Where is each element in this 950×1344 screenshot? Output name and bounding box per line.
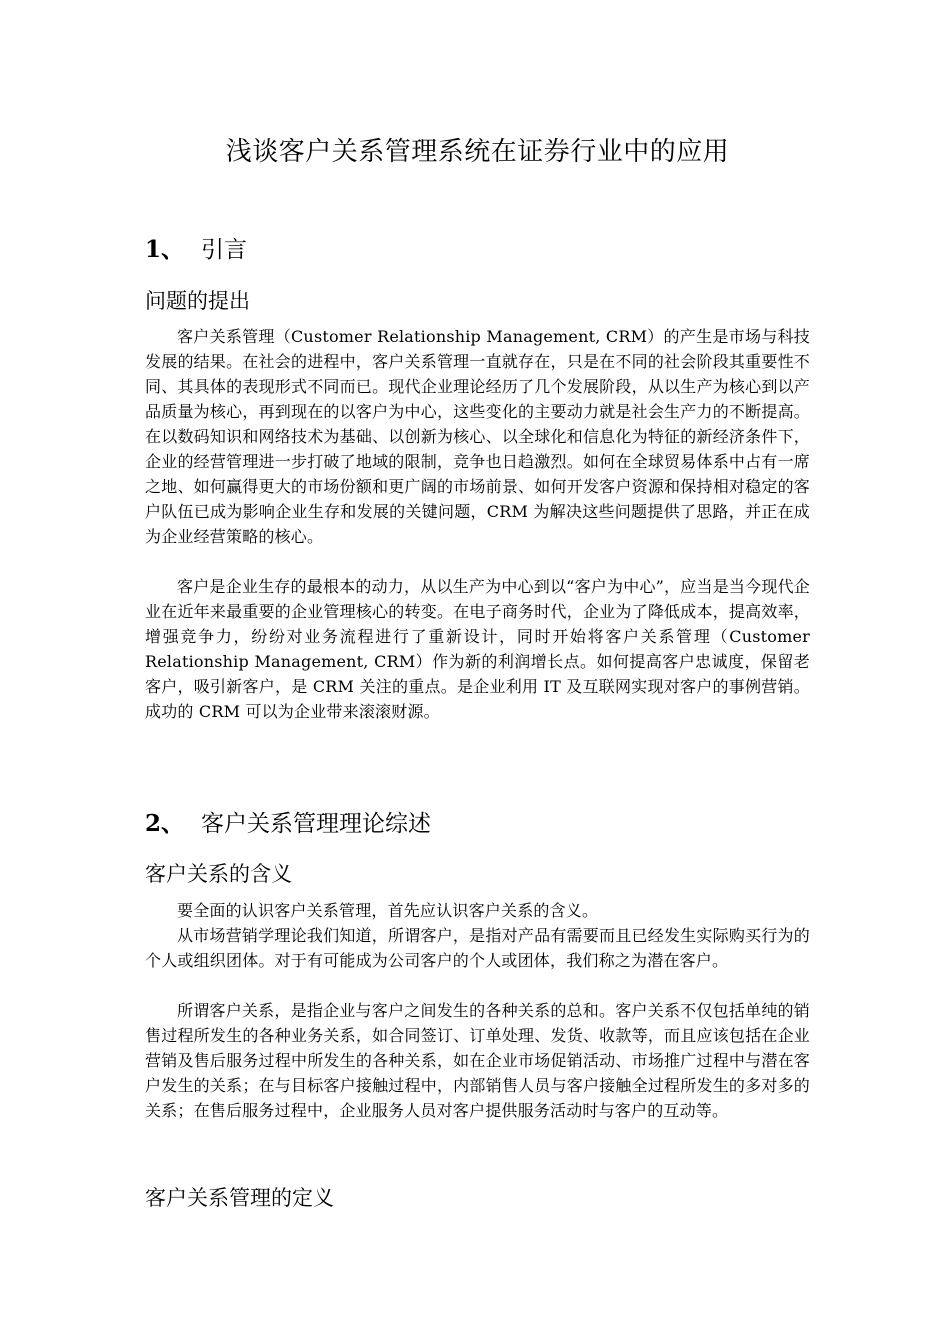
- section-number: 1、: [145, 236, 185, 263]
- subsection-heading-meaning: 客户关系的含义: [145, 862, 292, 886]
- document-title: 浅谈客户关系管理系统在证券行业中的应用: [225, 137, 730, 167]
- paragraph: 从市场营销学理论我们知道，所谓客户，是指对产品有需要而且已经发生实际购买行为的个人或组织团体。对于有可能成为公司客户的个人或团体，我们称之为潜在客户。: [145, 926, 810, 970]
- section-number: 2、: [145, 810, 185, 837]
- paragraph: 要全面的认识客户关系管理，首先应认识客户关系的含义。: [177, 901, 599, 920]
- section-heading-intro: [145, 234, 247, 266]
- paragraph: 客户关系管理（Customer Relationship Management, CRM）的产生是市场与科技发展的结果。在社会的进程中，客户关系管理一直就存在，只是在不同的社会阶段其重要性不同、其具体的表现形式不同而已。现代企业理论经历了几个发展阶段，从以生产为核心到以产品质量为核心，再到现在的以客户为中心，这些变化的主要动力就是社会生产力的不断提高。在以数码知识和网络技术为基础、以创新为核心、以全球化和信息化为特征的新经济条件下，企业的经营管理进一步打破了地域的限制，竞争也日趋激烈。如何在全球贸易体系中占有一席之地、如何赢得更大的市场份额和更广阔的市场前景、如何开发客户资源和保持相对稳定的客户队伍已成为影响企业生存和发展的关键问题，CRM 为解决这些问题提供了思路，并正在成为企业经营策略的核心。: [145, 327, 810, 546]
- section-title: 引言: [201, 237, 247, 263]
- paragraph: 所谓客户关系，是指企业与客户之间发生的各种关系的总和。客户关系不仅包括单纯的销售过程所发生的各种业务关系，如合同签订、订单处理、发货、收款等，而且应该包括在企业营销及售后服务过程中所发生的各种关系，如在企业市场促销活动、市场推广过程中与潜在客户发生的关系；在与目标客户接触过程中，内部销售人员与客户接触全过程所发生的多对多的关系；在售后服务过程中，企业服务人员对客户提供服务活动时与客户的互动等。: [145, 1001, 810, 1120]
- subsection-heading-definition: 客户关系管理的定义: [145, 1186, 334, 1210]
- section-title: 客户关系管理理论综述: [201, 811, 431, 837]
- subsection-heading-problem: 问题的提出: [145, 289, 250, 313]
- section-heading-crm-theory: [145, 808, 431, 840]
- paragraph: 客户是企业生存的最根本的动力，从以生产为中心到以“客户为中心”，应当是当今现代企业在近年来最重要的企业管理核心的转变。在电子商务时代，企业为了降低成本，提高效率，增强竞争力，纷纷对业务流程进行了重新设计，同时开始将客户关系管理（Customer Relationship Management, CRM）作为新的利润增长点。如何提高客户忠诚度，保留老客户，吸引新客户，是 CRM 关注的重点。是企业利用 IT 及互联网实现对客户的事例营销。成功的 CRM 可以为企业带来滚滚财源。: [145, 577, 810, 721]
